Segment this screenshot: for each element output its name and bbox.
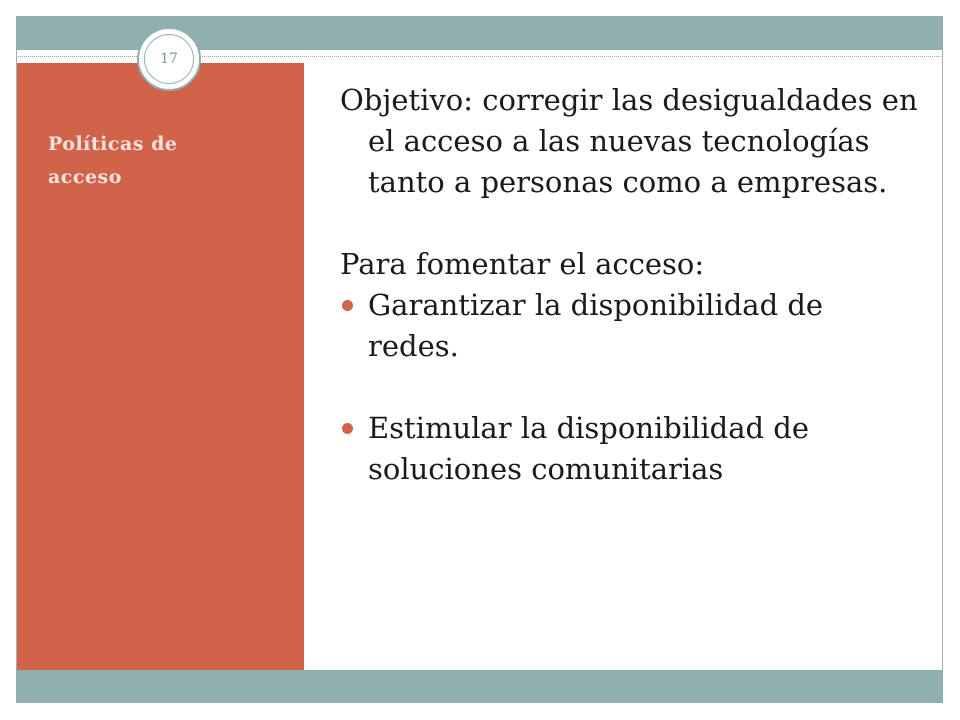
bottom-band (16, 670, 943, 703)
subheading-text: Para fomentar el acceso: (340, 247, 705, 281)
page-number: 17 (144, 34, 194, 84)
page-number-badge (137, 27, 201, 91)
objective-text: Objetivo: corregir las desigualdades en el acceso a las nuevas tecnologías tanto a personas como a empresas. (340, 83, 918, 199)
spacer (340, 367, 920, 408)
bullet-text: Garantizar la disponibilidad de redes. (368, 288, 824, 363)
bullet-item (340, 408, 920, 490)
slide-body (340, 80, 920, 490)
spacer (340, 203, 920, 244)
side-title: Políticas de acceso (48, 133, 178, 188)
bullet-dot-icon (342, 423, 353, 434)
bullet-text: Estimular la disponibilidad de soluciones comunitarias (368, 411, 810, 486)
bullet-dot-icon (342, 300, 353, 311)
bullet-item (340, 285, 920, 367)
